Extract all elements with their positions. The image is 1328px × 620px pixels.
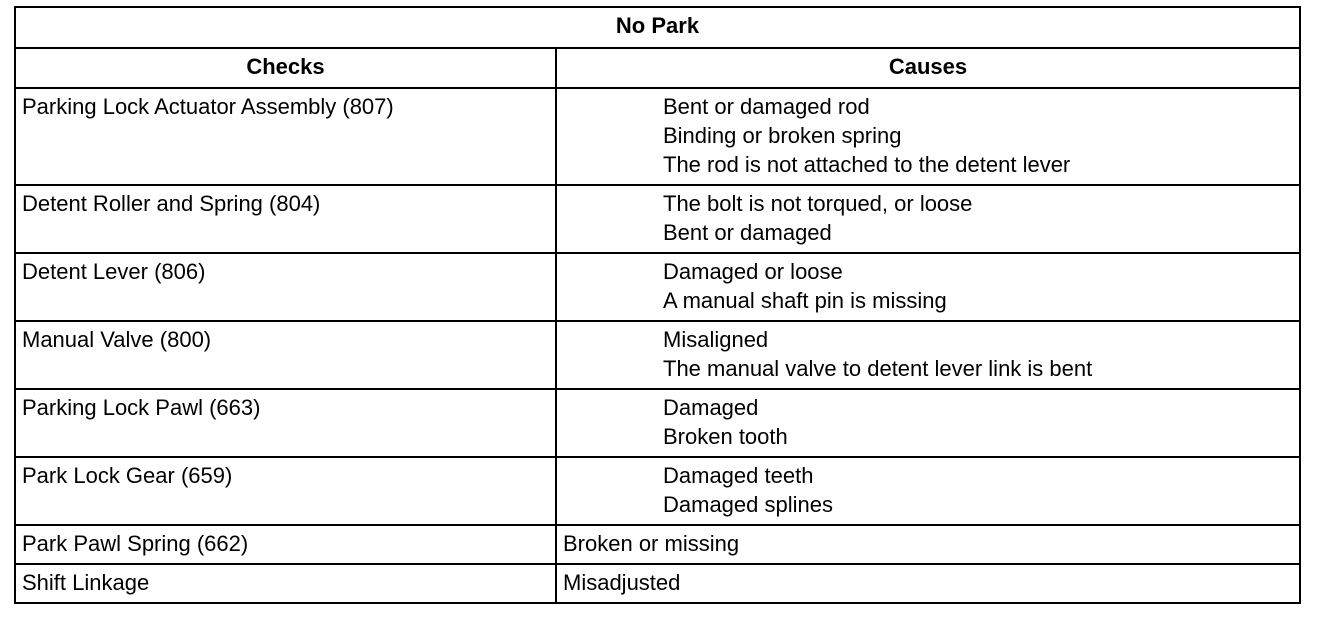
cause-item: The manual valve to detent lever link is bent: [663, 356, 1093, 381]
column-header-checks: Checks: [15, 48, 556, 88]
cause-cell: [556, 564, 1300, 603]
column-header-causes: Causes: [556, 48, 1300, 88]
table-row: [15, 253, 1300, 321]
table-row: [15, 525, 1300, 564]
cause-cell: [556, 88, 1300, 185]
cause-item: Misaligned: [663, 327, 769, 352]
check-cell: Manual Valve (800): [15, 321, 556, 389]
cause-cell: [556, 253, 1300, 321]
table-row: [15, 185, 1300, 253]
table-row: [15, 457, 1300, 525]
cause-item: Bent or damaged rod: [663, 94, 870, 119]
cause-item: Broken tooth: [663, 424, 788, 449]
table-row: [15, 88, 1300, 185]
cause-item: Damaged teeth: [663, 463, 814, 488]
cause-item: Misadjusted: [563, 570, 681, 595]
cause-item: The bolt is not torqued, or loose: [663, 191, 973, 216]
check-cell: Shift Linkage: [15, 564, 556, 603]
check-cell: Detent Roller and Spring (804): [15, 185, 556, 253]
cause-cell: [556, 457, 1300, 525]
check-cell: Parking Lock Actuator Assembly (807): [15, 88, 556, 185]
table-row: [15, 321, 1300, 389]
table-row: [15, 564, 1300, 603]
cause-item: Damaged: [663, 395, 759, 420]
table-title: No Park: [15, 7, 1300, 48]
cause-item: The rod is not attached to the detent lever: [663, 152, 1071, 177]
check-cell: Park Pawl Spring (662): [15, 525, 556, 564]
cause-item: Damaged or loose: [663, 259, 843, 284]
cause-item: Binding or broken spring: [663, 123, 902, 148]
table-row: [15, 389, 1300, 457]
cause-cell: [556, 321, 1300, 389]
check-cell: Park Lock Gear (659): [15, 457, 556, 525]
cause-item: Bent or damaged: [663, 220, 832, 245]
cause-cell: [556, 185, 1300, 253]
check-cell: Detent Lever (806): [15, 253, 556, 321]
cause-item: A manual shaft pin is missing: [663, 288, 947, 313]
cause-cell: [556, 525, 1300, 564]
cause-item: Broken or missing: [563, 531, 740, 556]
diagnostic-table: [14, 6, 1301, 604]
check-cell: Parking Lock Pawl (663): [15, 389, 556, 457]
cause-item: Damaged splines: [663, 492, 833, 517]
cropped-text-fragment: [60, 0, 480, 2]
cause-cell: [556, 389, 1300, 457]
